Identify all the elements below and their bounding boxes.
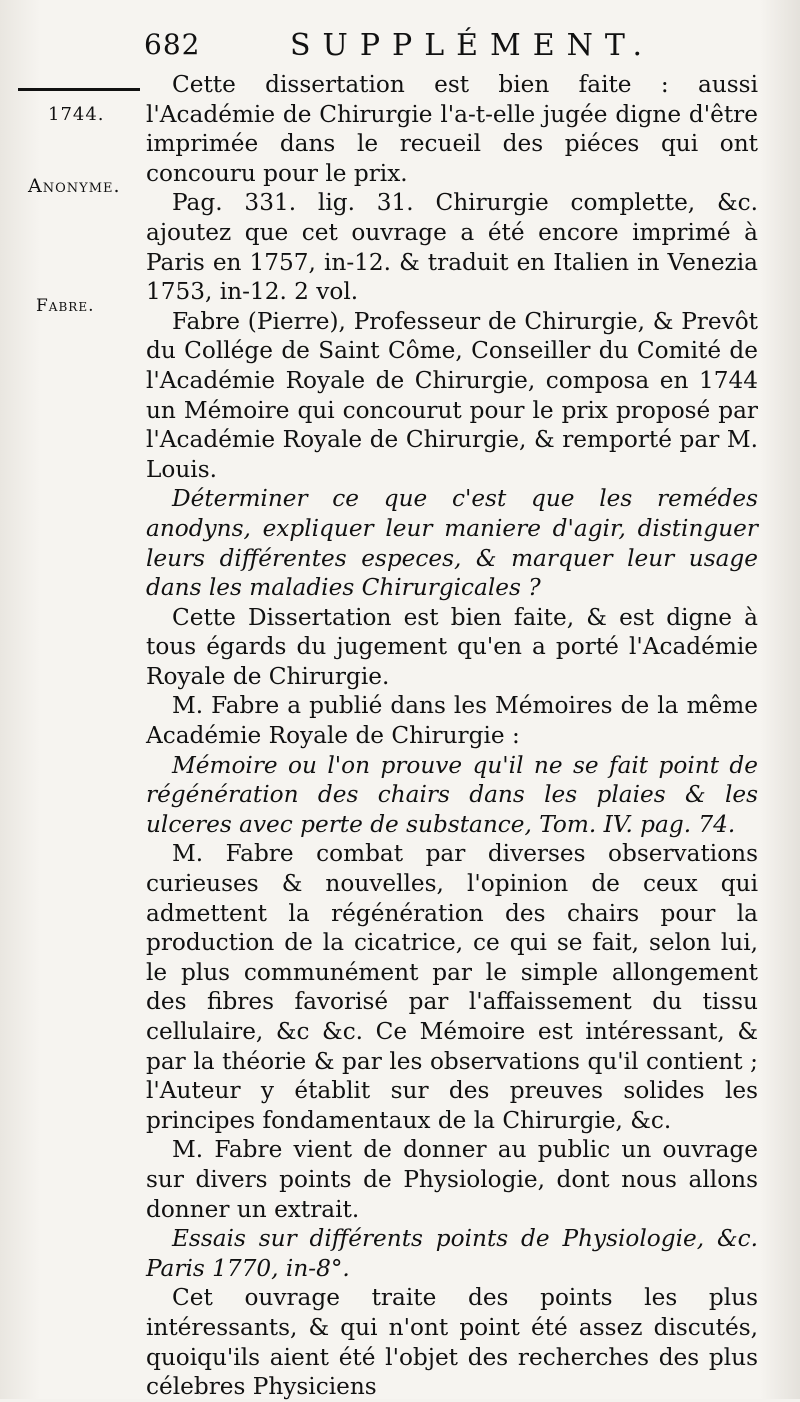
paragraph-memoire-summary: M. Fabre combat par diverses observations curieuses & nouvelles, l'opinion de ceux qui admettent la régénération des chairs pour la production de la cicatrice, ce qui se fait, selon lui, le plus communément par le simple allongement des fibres favorisé par l'affaissement du tissu cellulaire, &c &c. Ce Mémoire est intéressant, & par la théorie & par les observations qu'il contient ; l'Auteur y établit sur des preuves solides les principes fondamentaux de la Chirurgie, &c. bbox=[146, 840, 758, 1134]
paragraph-fabre-bio: Fabre (Pierre), Professeur de Chirurgie, & Prevôt du Collége de Saint Côme, Conseiller du Comité de l'Académie Royale de Chirurgie, composa en 1744 un Mémoire qui concourut pour le prix proposé par l'Académie Royale de Chirurgie, & remporté par M. Louis. bbox=[146, 307, 758, 483]
paragraph-memoires: M. Fabre a publié dans les Mémoires de la même Académie Royale de Chirurgie : bbox=[146, 692, 758, 750]
paragraph-prize-question: Déterminer ce que c'est que les remédes anodyns, expliquer leur maniere d'agir, distinguer leurs différentes especes, & marquer leur usage dans les maladies Chirurgicales ? bbox=[146, 485, 758, 602]
margin-rule bbox=[18, 88, 140, 91]
running-head: SUPPLÉMENT. bbox=[290, 28, 655, 63]
paragraph-chirurgie-complette: Pag. 331. lig. 31. Chirurgie complette, &c. ajoutez que cet ouvrage a été encore imprimé à Paris en 1757, in-12. & traduit en Italien in Venezia 1753, in-12. 2 vol. bbox=[146, 189, 758, 306]
body-text bbox=[146, 70, 758, 1402]
paragraph-work-description: Cet ouvrage traite des points les plus intéressants, & qui n'ont point été assez discutés, quoiqu'ils aient été l'objet des recherches des plus célebres Physiciens bbox=[146, 1284, 758, 1401]
paragraph-dissertation-note: Cette dissertation est bien faite : aussi l'Académie de Chirurgie l'a-t-elle jugée digne d'être imprimée dans le recueil des piéces qui ont concouru pour le prix. bbox=[146, 71, 758, 187]
margin-note-fabre: Fabre. bbox=[36, 296, 95, 316]
page-number: 682 bbox=[144, 28, 201, 61]
paragraph-judgement: Cette Dissertation est bien faite, & est digne à tous égards du jugement qu'en a porté l'Académie Royale de Chirurgie. bbox=[146, 603, 758, 690]
page-header bbox=[140, 22, 760, 72]
margin-note-year: 1744. bbox=[48, 104, 105, 125]
paragraph-essais-title: Essais sur différents points de Physiologie, &c. Paris 1770, in-8°. bbox=[146, 1225, 758, 1282]
paragraph-new-work: M. Fabre vient de donner au public un ouvrage sur divers points de Physiologie, dont nous allons donner un extrait. bbox=[146, 1136, 758, 1223]
margin-note-anonyme: Anonyme. bbox=[28, 175, 121, 197]
paragraph-memoire-title: Mémoire ou l'on prouve qu'il ne se fait point de régénération des chairs dans les plaies & les ulceres avec perte de substance, Tom. IV. pag. 74. bbox=[146, 751, 758, 838]
